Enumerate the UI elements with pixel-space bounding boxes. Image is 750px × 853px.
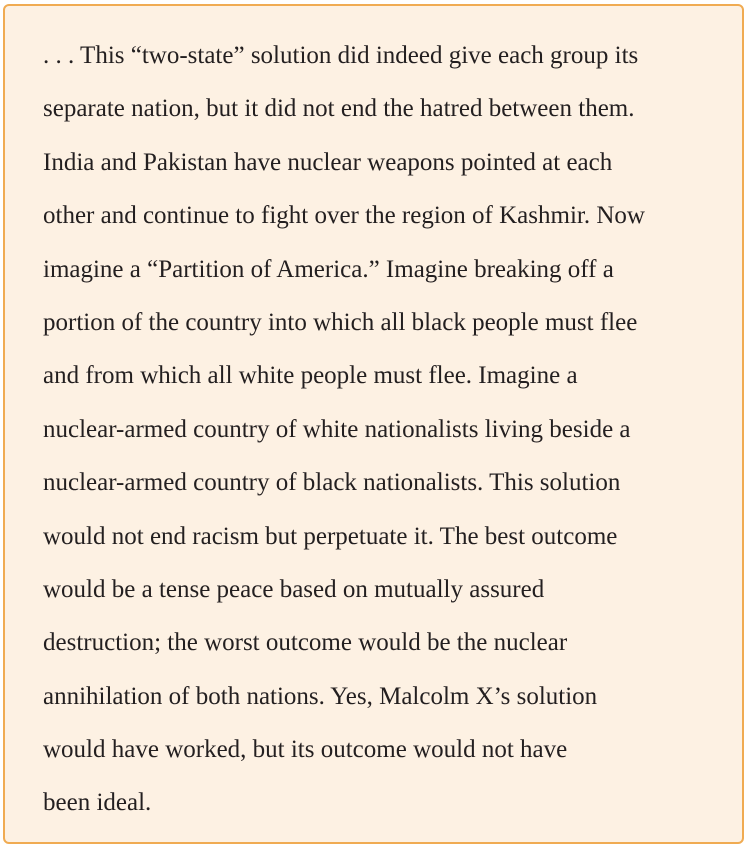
excerpt-line: imagine a “Partition of America.” Imagine breaking off a [43, 255, 614, 283]
excerpt-line: nuclear-armed country of white nationalists living beside a [43, 415, 631, 443]
excerpt-paragraph [43, 36, 645, 837]
excerpt-line: been ideal. [43, 789, 152, 817]
excerpt-line: India and Pakistan have nuclear weapons pointed at each [43, 148, 613, 176]
excerpt-line: destruction; the worst outcome would be the nuclear [43, 629, 568, 657]
excerpt-line: and from which all white people must flee. Imagine a [43, 362, 578, 390]
excerpt-callout-box [3, 4, 744, 844]
excerpt-line: portion of the country into which all black people must flee [43, 308, 638, 336]
excerpt-line: would have worked, but its outcome would not have [43, 736, 568, 764]
excerpt-line: other and continue to fight over the region of Kashmir. Now [43, 202, 645, 230]
excerpt-line: would be a tense peace based on mutually assured [43, 575, 545, 603]
excerpt-line: nuclear-armed country of black nationalists. This solution [43, 469, 621, 497]
excerpt-line: annihilation of both nations. Yes, Malcolm X’s solution [43, 682, 598, 710]
excerpt-line: . . . This “two-state” solution did indeed give each group its [43, 42, 639, 69]
excerpt-line: would not end racism but perpetuate it. The best outcome [43, 522, 618, 550]
excerpt-line: separate nation, but it did not end the hatred between them. [43, 95, 635, 123]
